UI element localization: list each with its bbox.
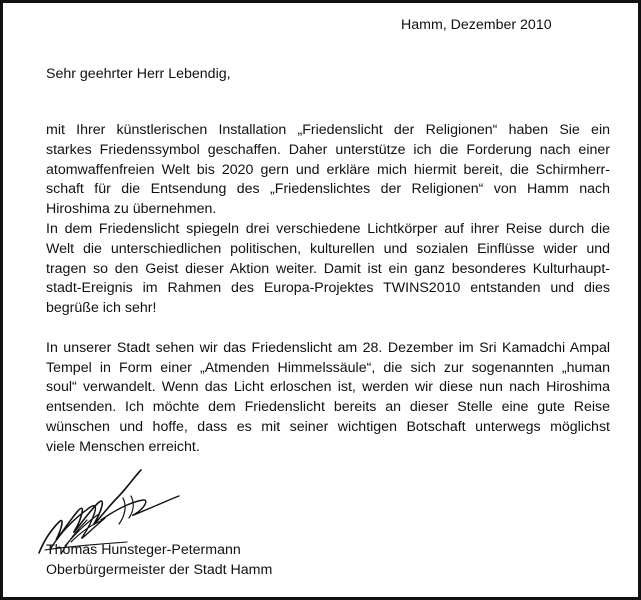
text-line: mit Ihrer künstlerischen Installation „Friedenslicht der Religionen“ haben Sie ein bbox=[46, 122, 610, 138]
place-date: Hamm, Dezember 2010 bbox=[401, 17, 552, 33]
text-line: Tempel in Form einer „Atmenden Himmelssäule“, die sich zur sogenannten „human bbox=[46, 359, 610, 376]
letter-body bbox=[46, 121, 610, 458]
text-line: schaft für die Entsendung des „Friedenslichtes der Religionen“ von Hamm nach bbox=[46, 181, 610, 198]
text-line: stadt-Ereignis im Rahmen des Europa-Projektes TWINS2010 entstanden und dies bbox=[46, 280, 610, 297]
paragraph-1 bbox=[46, 121, 610, 319]
text-line: begrüße ich sehr! bbox=[46, 300, 157, 317]
text-line: entsenden. Ich möchte dem Friedenslicht bereits an dieser Stelle eine gute Reise bbox=[46, 399, 610, 416]
text-line: Welt die unterschiedlichen politischen, kulturellen und sozialen Einflüsse wider und bbox=[46, 240, 610, 257]
text-line: In unserer Stadt sehen wir das Friedenslicht am 28. Dezember im Sri Kamadchi Ampal bbox=[46, 339, 610, 356]
text-line: viele Menschen erreicht. bbox=[46, 438, 200, 455]
text-line: Hiroshima zu übernehmen. bbox=[46, 201, 217, 218]
text-line: In dem Friedenslicht spiegeln drei verschiedene Lichtkörper auf ihrer Reise durch die bbox=[46, 220, 610, 237]
salutation: Sehr geehrter Herr Lebendig, bbox=[46, 66, 231, 82]
signer-name: Thomas Hunsteger-Petermann bbox=[46, 542, 241, 558]
text-line: starkes Friedenssymbol geschaffen. Daher unterstütze ich die Forderung nach einer bbox=[46, 141, 610, 158]
signer-title: Oberbürgermeister der Stadt Hamm bbox=[46, 561, 273, 578]
text-line: tragen so den Geist dieser Aktion weiter. Damit ist ein ganz besonderes Kulturhaupt- bbox=[46, 260, 610, 277]
text-line: soul“ verwandelt. Wenn das Licht erloschen ist, werden wir diese nun nach Hiroshima bbox=[46, 379, 610, 396]
text-line: atomwaffenfreien Welt bis 2020 gern und erkläre mich hiermit bereit, die Schirmherr- bbox=[46, 161, 610, 178]
signer-block bbox=[46, 541, 272, 581]
paragraph-gap bbox=[46, 319, 610, 339]
paragraph-2 bbox=[46, 339, 610, 458]
text-line: wünschen und hoffe, dass es mit seiner wichtigen Botschaft unterwegs möglichst bbox=[46, 418, 610, 435]
